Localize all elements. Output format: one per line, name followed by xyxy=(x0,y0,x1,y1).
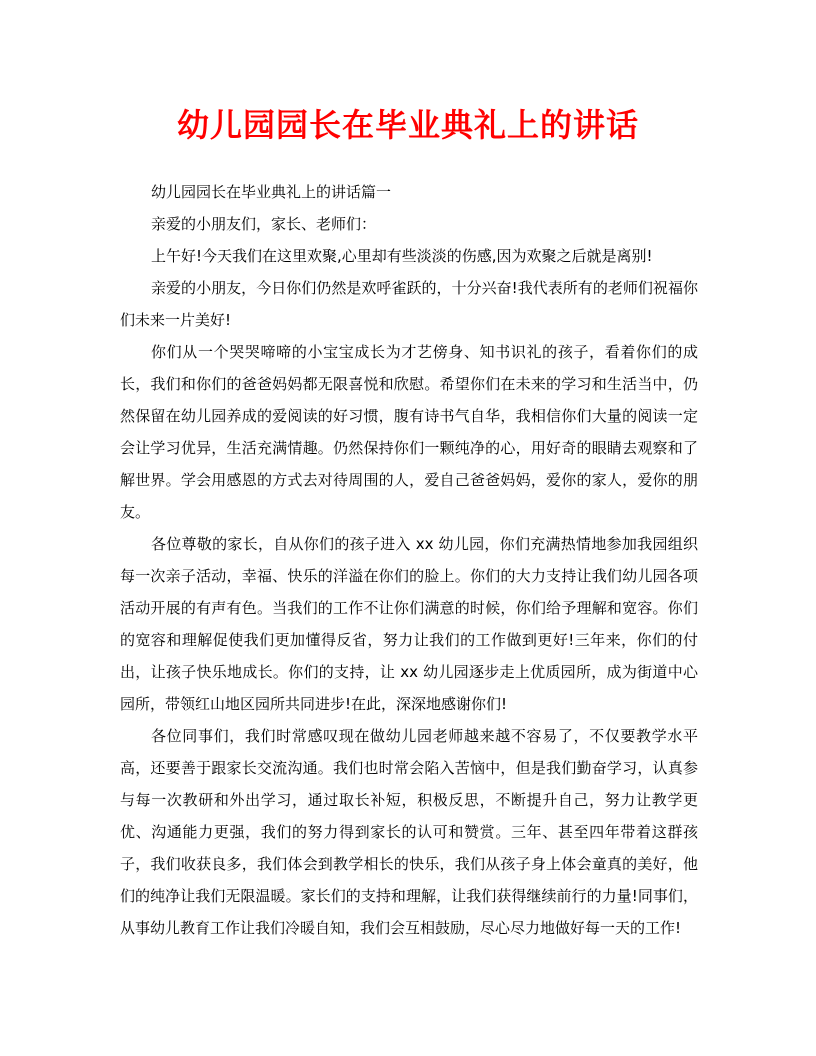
paragraph-colleagues: 各位同事们，我们时常感叹现在做幼儿园老师越来越不容易了，不仅要教学水平高，还要善于跟家长交流沟通。我们也时常会陷入苦恼中，但是我们勤奋学习，认真参与每一次教研和外出学习，通过取长补短，积极反思，不断提升自己，努力让教学更优、沟通能力更强，我们的努力得到家长的认可和赞赏。三年、甚至四年带着这群孩子，我们收获良多，我们体会到教学相长的快乐，我们从孩子身上体会童真的美好，他们的纯净让我们无限温暖。家长们的支持和理解，让我们获得继续前行的力量!同事们，从事幼儿教育工作让我们冷暖自知，我们会互相鼓励，尽心尽力地做好每一天的工作! xyxy=(120,727,698,937)
document-body xyxy=(120,176,698,944)
paragraph-subtitle: 幼儿园园长在毕业典礼上的讲话篇一 xyxy=(151,183,392,201)
paragraph-opening: 上午好!今天我们在这里欢聚,心里却有些淡淡的伤感,因为欢聚之后就是离别! xyxy=(151,247,653,265)
paragraph-greeting: 亲爱的小朋友们，家长、老师们： xyxy=(151,215,377,233)
paragraph-parents: 各位尊敬的家长，自从你们的孩子进入 xx 幼儿园，你们充满热情地参加我园组织每一次亲子活动，幸福、快乐的洋溢在你们的脸上。你们的大力支持让我们幼儿园各项活动开展的有声有色。当我们的工作不让你们满意的时候，你们给予理解和宽容。你们的宽容和理解促使我们更加懂得反省，努力让我们的工作做到更好!三年来，你们的付出，让孩子快乐地成长。你们的支持，让 xx 幼儿园逐步走上优质园所，成为街道中心园所，带领红山地区园所共同进步!在此，深深地感谢你们! xyxy=(120,535,698,713)
paragraph-children-growth: 你们从一个哭哭啼啼的小宝宝成长为才艺傍身、知书识礼的孩子，看着你们的成长，我们和你们的爸爸妈妈都无限喜悦和欣慰。希望你们在未来的学习和生活当中，仍然保留在幼儿园养成的爱阅读的好习惯，腹有诗书气自华，我相信你们大量的阅读一定会让学习优异，生活充满情趣。仍然保持你们一颗纯净的心，用好奇的眼睛去观察和了解世界。学会用感恩的方式去对待周围的人，爱自己爸爸妈妈，爱你的家人，爱你的朋友。 xyxy=(120,343,698,521)
paragraph-children-wish: 亲爱的小朋友，今日你们仍然是欢呼雀跃的，十分兴奋!我代表所有的老师们祝福你们未来一片美好! xyxy=(120,279,698,329)
document-title: 幼儿园园长在毕业典礼上的讲话 xyxy=(176,106,639,144)
